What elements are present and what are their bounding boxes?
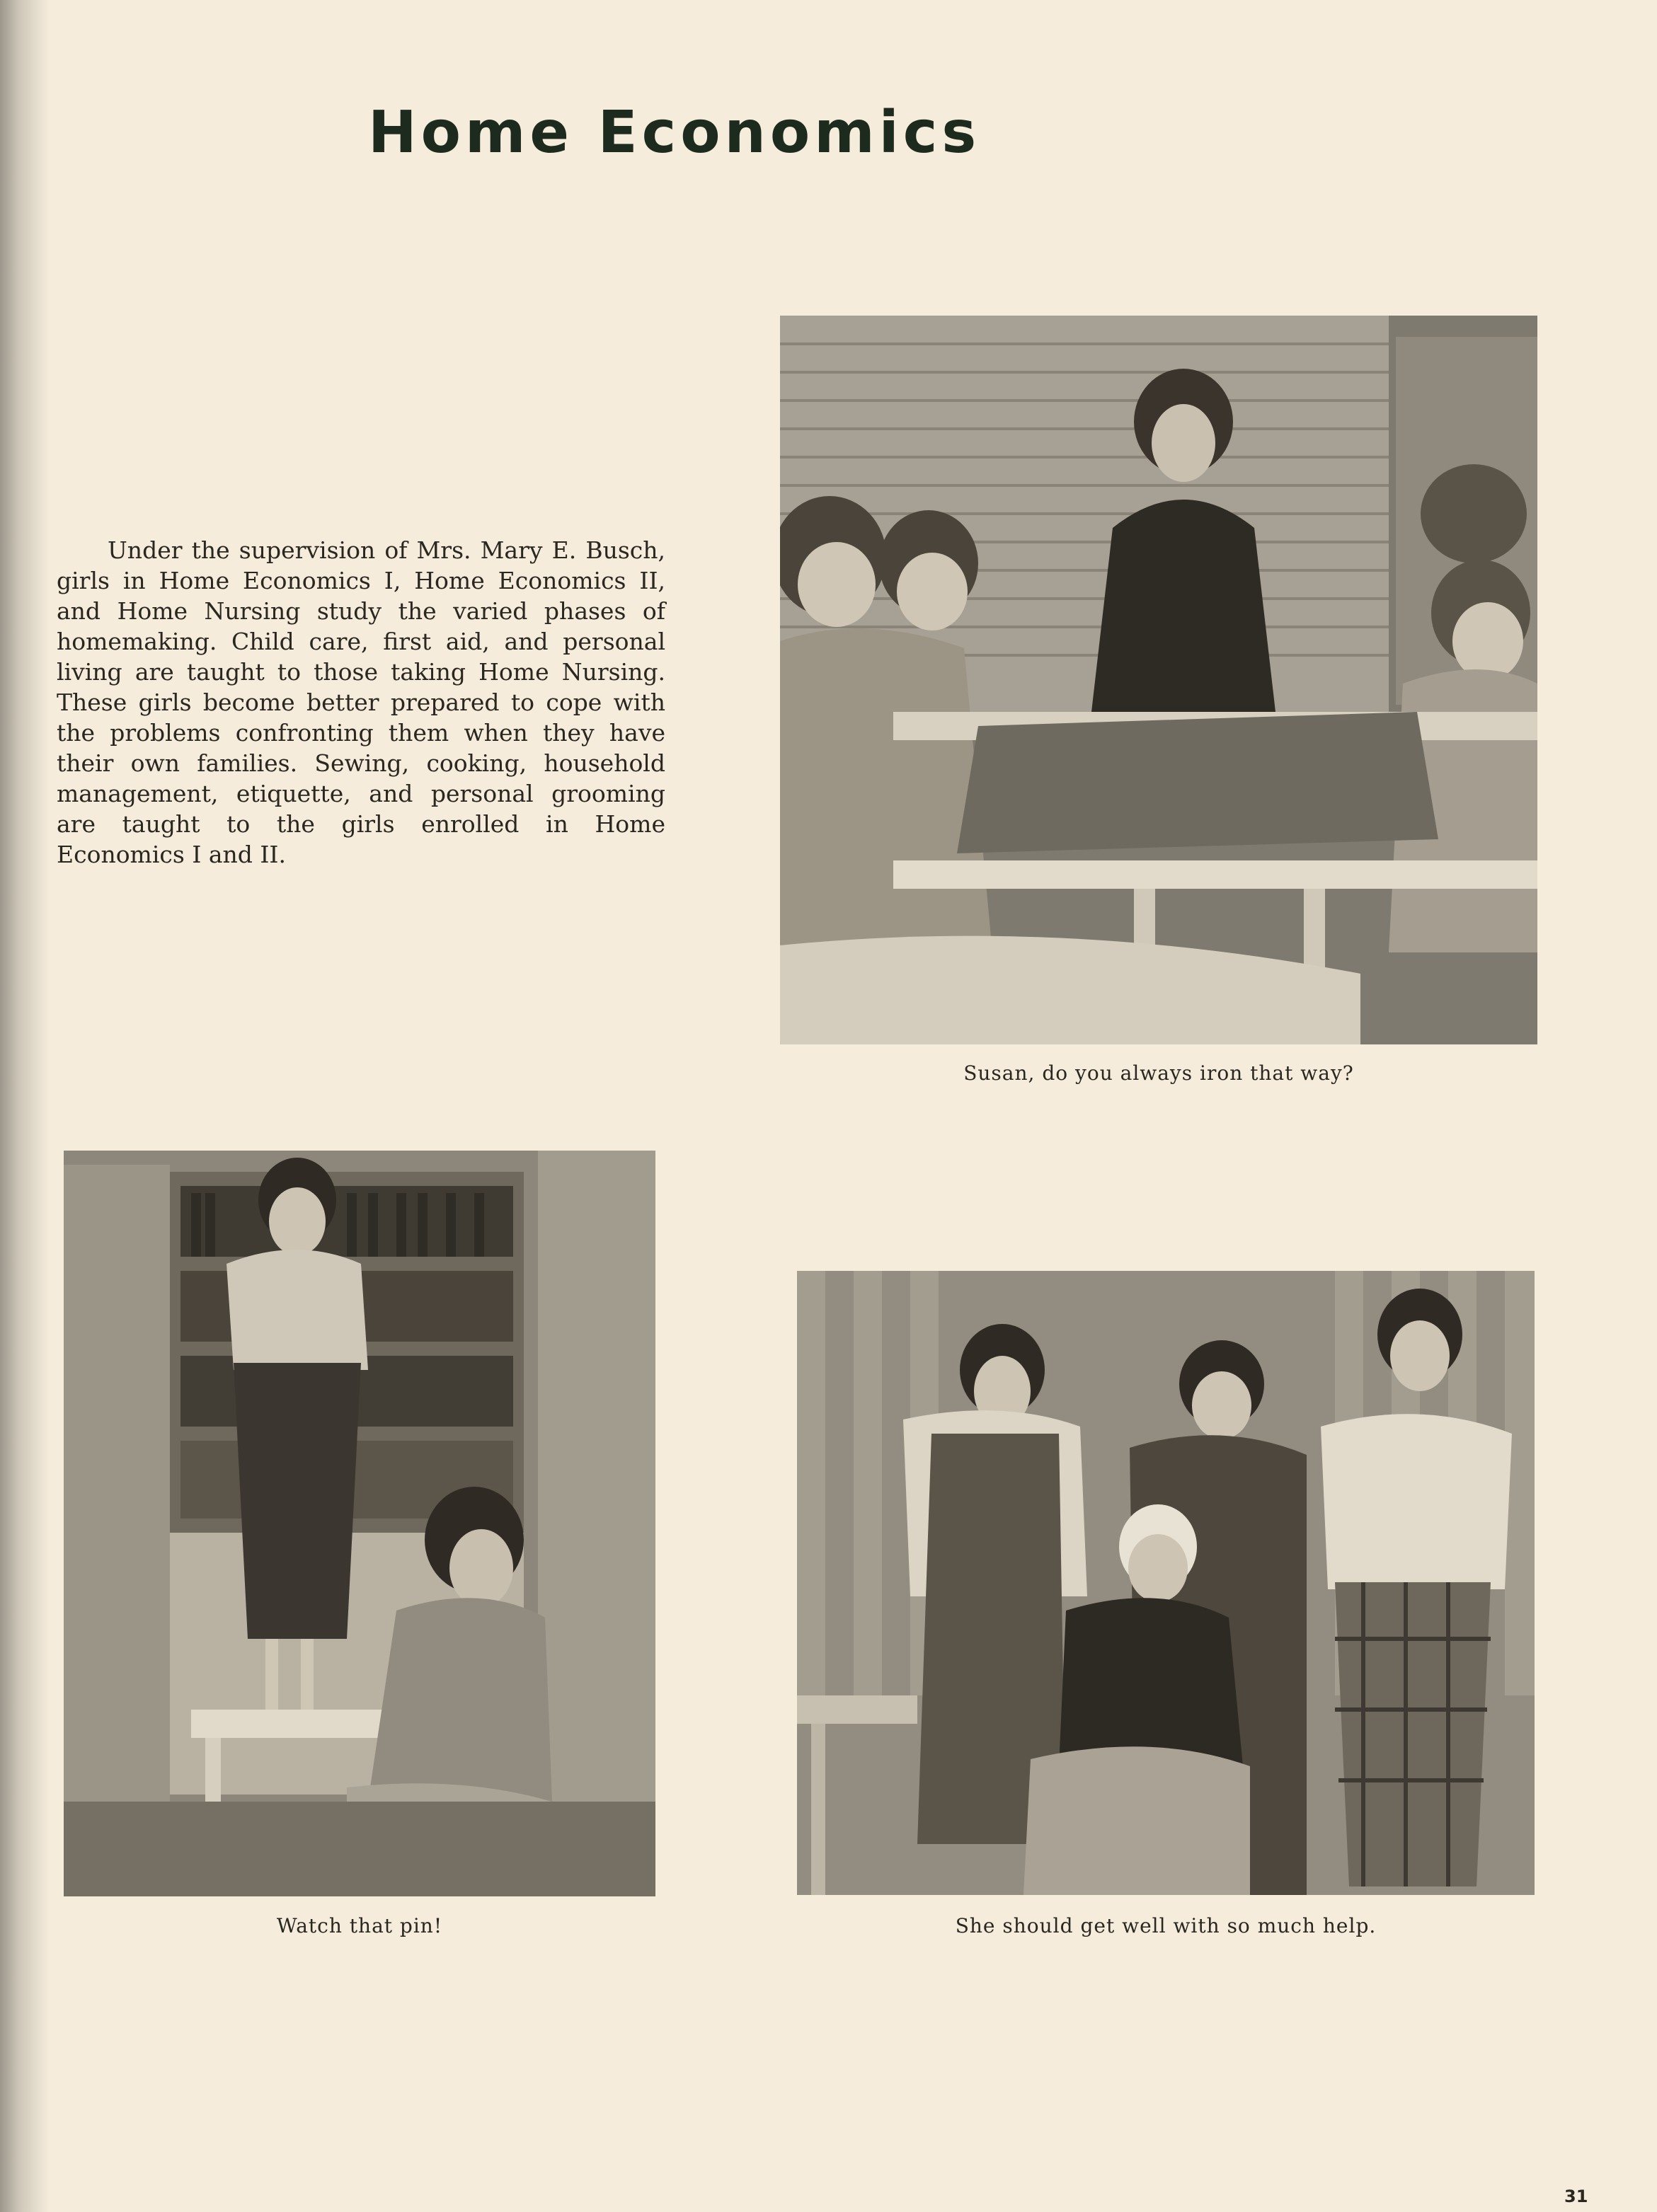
photo-ironing-class xyxy=(780,316,1537,1044)
photo-hem-pinning xyxy=(64,1151,655,1896)
page-binding-shadow xyxy=(0,0,50,2212)
photo-home-nursing xyxy=(797,1271,1535,1895)
photo-ironing-image xyxy=(780,316,1537,1044)
caption-nursing: She should get well with so much help. xyxy=(955,1914,1377,1937)
caption-hem: Watch that pin! xyxy=(276,1914,443,1937)
page-title: Home Economics xyxy=(368,99,981,166)
photo-hem-image xyxy=(64,1151,655,1896)
caption-ironing: Susan, do you always iron that way? xyxy=(963,1061,1354,1085)
page-number: 31 xyxy=(1564,2187,1588,2206)
body-paragraph: Under the supervision of Mrs. Mary E. Busch, girls in Home Economics I, Home Economics II, and Home Nursing study the varied phases of homemaking. Child care, first aid, and personal living are taught to those taking Home Nursing. These girls become better prepared to cope with the problems confronting them when they have their own families. Sewing, cooking, household management, etiquette, and personal grooming are taught to the girls enrolled in Home Economics I and II. xyxy=(57,536,665,868)
photo-nursing-image xyxy=(797,1271,1535,1895)
